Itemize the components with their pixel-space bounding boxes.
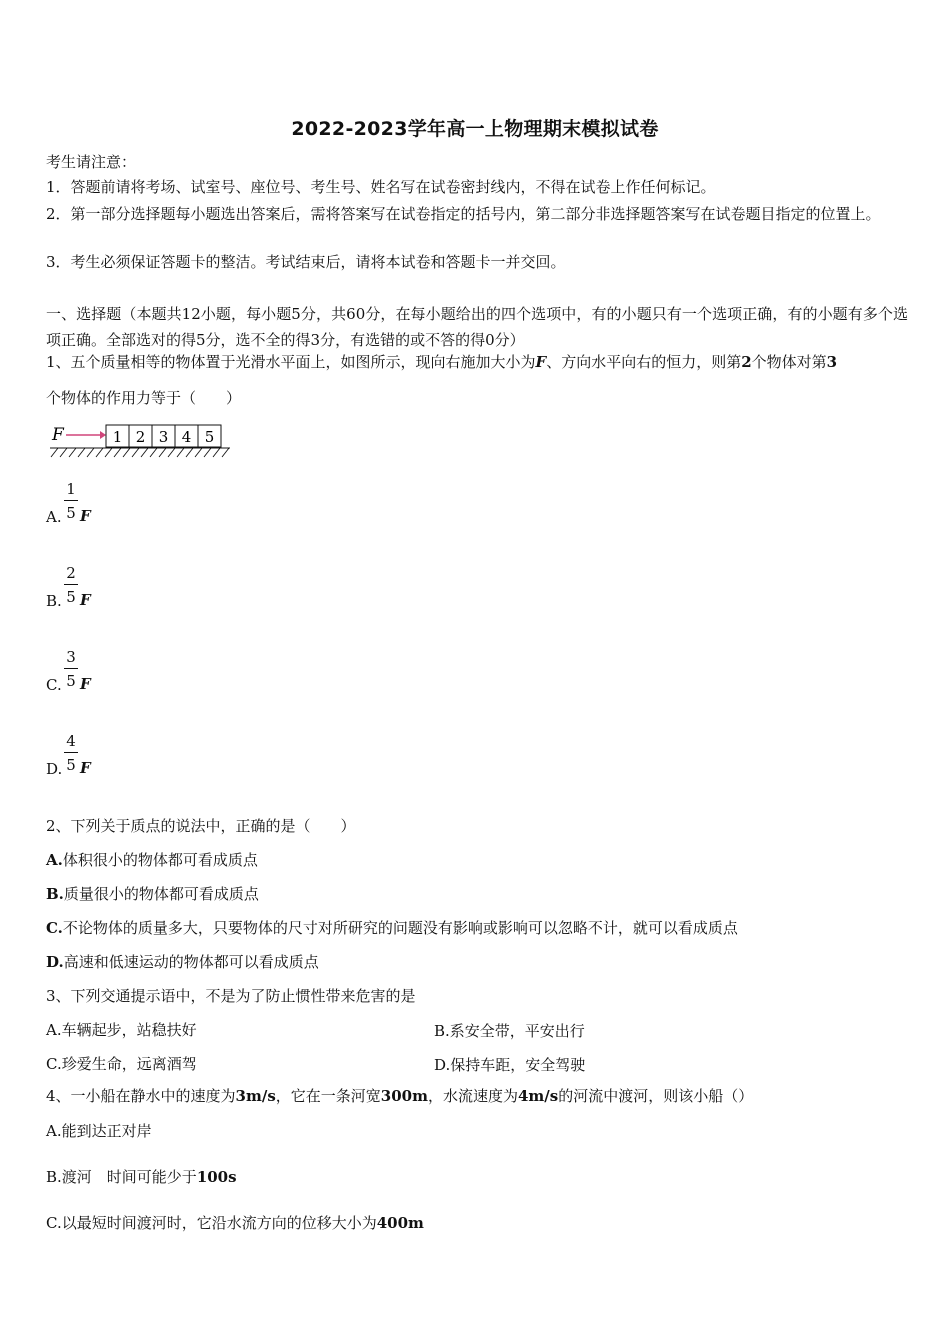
block-label-5: 5 [204, 428, 215, 446]
q4-stem-d: 的河流中渡河，则该小船（） [558, 1087, 754, 1105]
q2-option-d [46, 952, 319, 972]
option-label: C. [46, 1214, 62, 1232]
option-text: 不论物体的质量多大，只要物体的尺寸对所研究的问题没有影响或影响可以忽略不计，就可以看成质点 [62, 919, 738, 937]
q3-option-c [46, 1054, 197, 1074]
q4-speed-water: 4m/s [518, 1087, 559, 1105]
notice-item-2: 2．第一部分选择题每小题选出答案后，需将答案写在试卷指定的括号内，第二部分非选择题答案写在试卷题目指定的位置上。 [46, 205, 881, 223]
q2-option-b [46, 884, 259, 904]
notice-item-1: 1．答题前请将考场、试室号、座位号、考生号、姓名写在试卷密封线内，不得在试卷上作任何标记。 [46, 178, 716, 196]
q1-stem-part3: 个物体对第 [751, 353, 827, 371]
fraction-denominator: 5 [66, 672, 76, 690]
option-label: A. [46, 1021, 62, 1039]
q1-stem-part2: 、方向水平向右的恒力，则第 [546, 353, 742, 371]
block-label-3: 3 [158, 428, 169, 446]
option-var: F [80, 759, 91, 777]
q3-option-d [434, 1054, 585, 1075]
figure-force-label: F [52, 425, 64, 445]
q3-option-b [434, 1020, 585, 1041]
q1-figure [48, 421, 234, 463]
option-var: F [80, 591, 91, 609]
option-label: A. [46, 851, 63, 869]
question-1-stem [46, 352, 837, 372]
q2-option-c [46, 918, 738, 938]
option-text: 高速和低速运动的物体都可以看成质点 [63, 953, 319, 971]
q4-river-width: 300m [380, 1087, 428, 1105]
q1-num2: 3 [826, 353, 838, 371]
fraction [64, 564, 78, 606]
option-bold-value: 100s [196, 1168, 237, 1186]
option-var: F [80, 507, 91, 525]
option-label: B. [46, 1168, 62, 1186]
fraction [64, 732, 78, 774]
option-label: B. [46, 592, 62, 610]
q4-stem-b: ，它在一条河宽 [275, 1087, 381, 1105]
option-label: A. [46, 508, 62, 526]
question-2-stem: 2、下列关于质点的说法中，正确的是（ ） [46, 817, 356, 835]
notice-item-3: 3．考生必须保证答题卡的整洁。考试结束后，请将本试卷和答题卡一并交回。 [46, 253, 566, 271]
fraction-numerator: 3 [64, 648, 78, 669]
option-text: 体积很小的物体都可看成质点 [62, 851, 258, 869]
q2-option-a [46, 850, 258, 870]
fraction [64, 480, 78, 522]
q4-stem-a: 4、一小船在静水中的速度为 [46, 1087, 236, 1105]
option-label: C. [46, 919, 63, 937]
option-label: D. [46, 953, 64, 971]
q3-option-a [46, 1020, 197, 1040]
block-label-4: 4 [181, 428, 192, 446]
option-label: A. [46, 1122, 62, 1140]
option-label: B. [434, 1022, 450, 1040]
q4-stem-c: ，水流速度为 [427, 1087, 518, 1105]
option-text: 能到达正对岸 [61, 1122, 152, 1140]
option-label: C. [46, 676, 62, 694]
fraction-numerator: 4 [64, 732, 78, 753]
fraction-numerator: 2 [64, 564, 78, 585]
block-label-2: 2 [135, 428, 146, 446]
fraction-denominator: 5 [66, 588, 76, 606]
option-text: 质量很小的物体都可看成质点 [63, 885, 259, 903]
q4-option-c [46, 1213, 424, 1233]
question-1-stem-line2: 个物体的作用力等于（ ） [46, 389, 242, 407]
question-4-stem [46, 1086, 753, 1106]
fraction-denominator: 5 [66, 756, 76, 774]
page-title: 2022-2023学年高一上物理期末模拟试卷 [291, 118, 659, 140]
q4-option-b [46, 1167, 237, 1187]
option-label: D. [46, 760, 63, 778]
block-row [106, 425, 221, 447]
question-3-stem: 3、下列交通提示语中，不是为了防止惯性带来危害的是 [46, 987, 416, 1005]
q1-force-var: F [535, 353, 547, 371]
section-heading: 一、选择题（本题共12小题，每小题5分，共60分，在每小题给出的四个选项中，有的小题只有一个选项正确，有的小题有多个选项正确。全部选对的得5分，选不全的得3分，有选错的或不答的得0分） [46, 305, 908, 349]
q1-stem-part1: 1、五个质量相等的物体置于光滑水平面上，如图所示，现向右施加大小为 [46, 353, 536, 371]
option-text: 以最短时间渡河时，它沿水流方向的位移大小为 [61, 1214, 377, 1232]
option-label: C. [46, 1055, 62, 1073]
option-text: 系安全带，平安出行 [449, 1022, 585, 1040]
block-label-1: 1 [112, 428, 123, 446]
q4-option-a [46, 1121, 152, 1141]
force-arrow-head-icon [100, 431, 106, 439]
option-text: 保持车距，安全驾驶 [450, 1056, 586, 1074]
option-text: 珍爱生命，远离酒驾 [61, 1055, 197, 1073]
fraction-numerator: 1 [64, 480, 78, 501]
option-text: 车辆起步，站稳扶好 [61, 1021, 197, 1039]
notice-heading: 考生请注意： [46, 153, 137, 171]
option-bold-value: 400m [376, 1214, 424, 1232]
option-text: 渡河 时间可能少于 [61, 1168, 197, 1186]
ground-hatching [51, 448, 229, 457]
fraction [64, 648, 78, 690]
q4-speed-boat: 3m/s [235, 1087, 276, 1105]
option-var: F [80, 675, 91, 693]
option-label: D. [434, 1056, 451, 1074]
fraction-denominator: 5 [66, 504, 76, 522]
q1-num1: 2 [741, 353, 752, 371]
option-label: B. [46, 885, 64, 903]
